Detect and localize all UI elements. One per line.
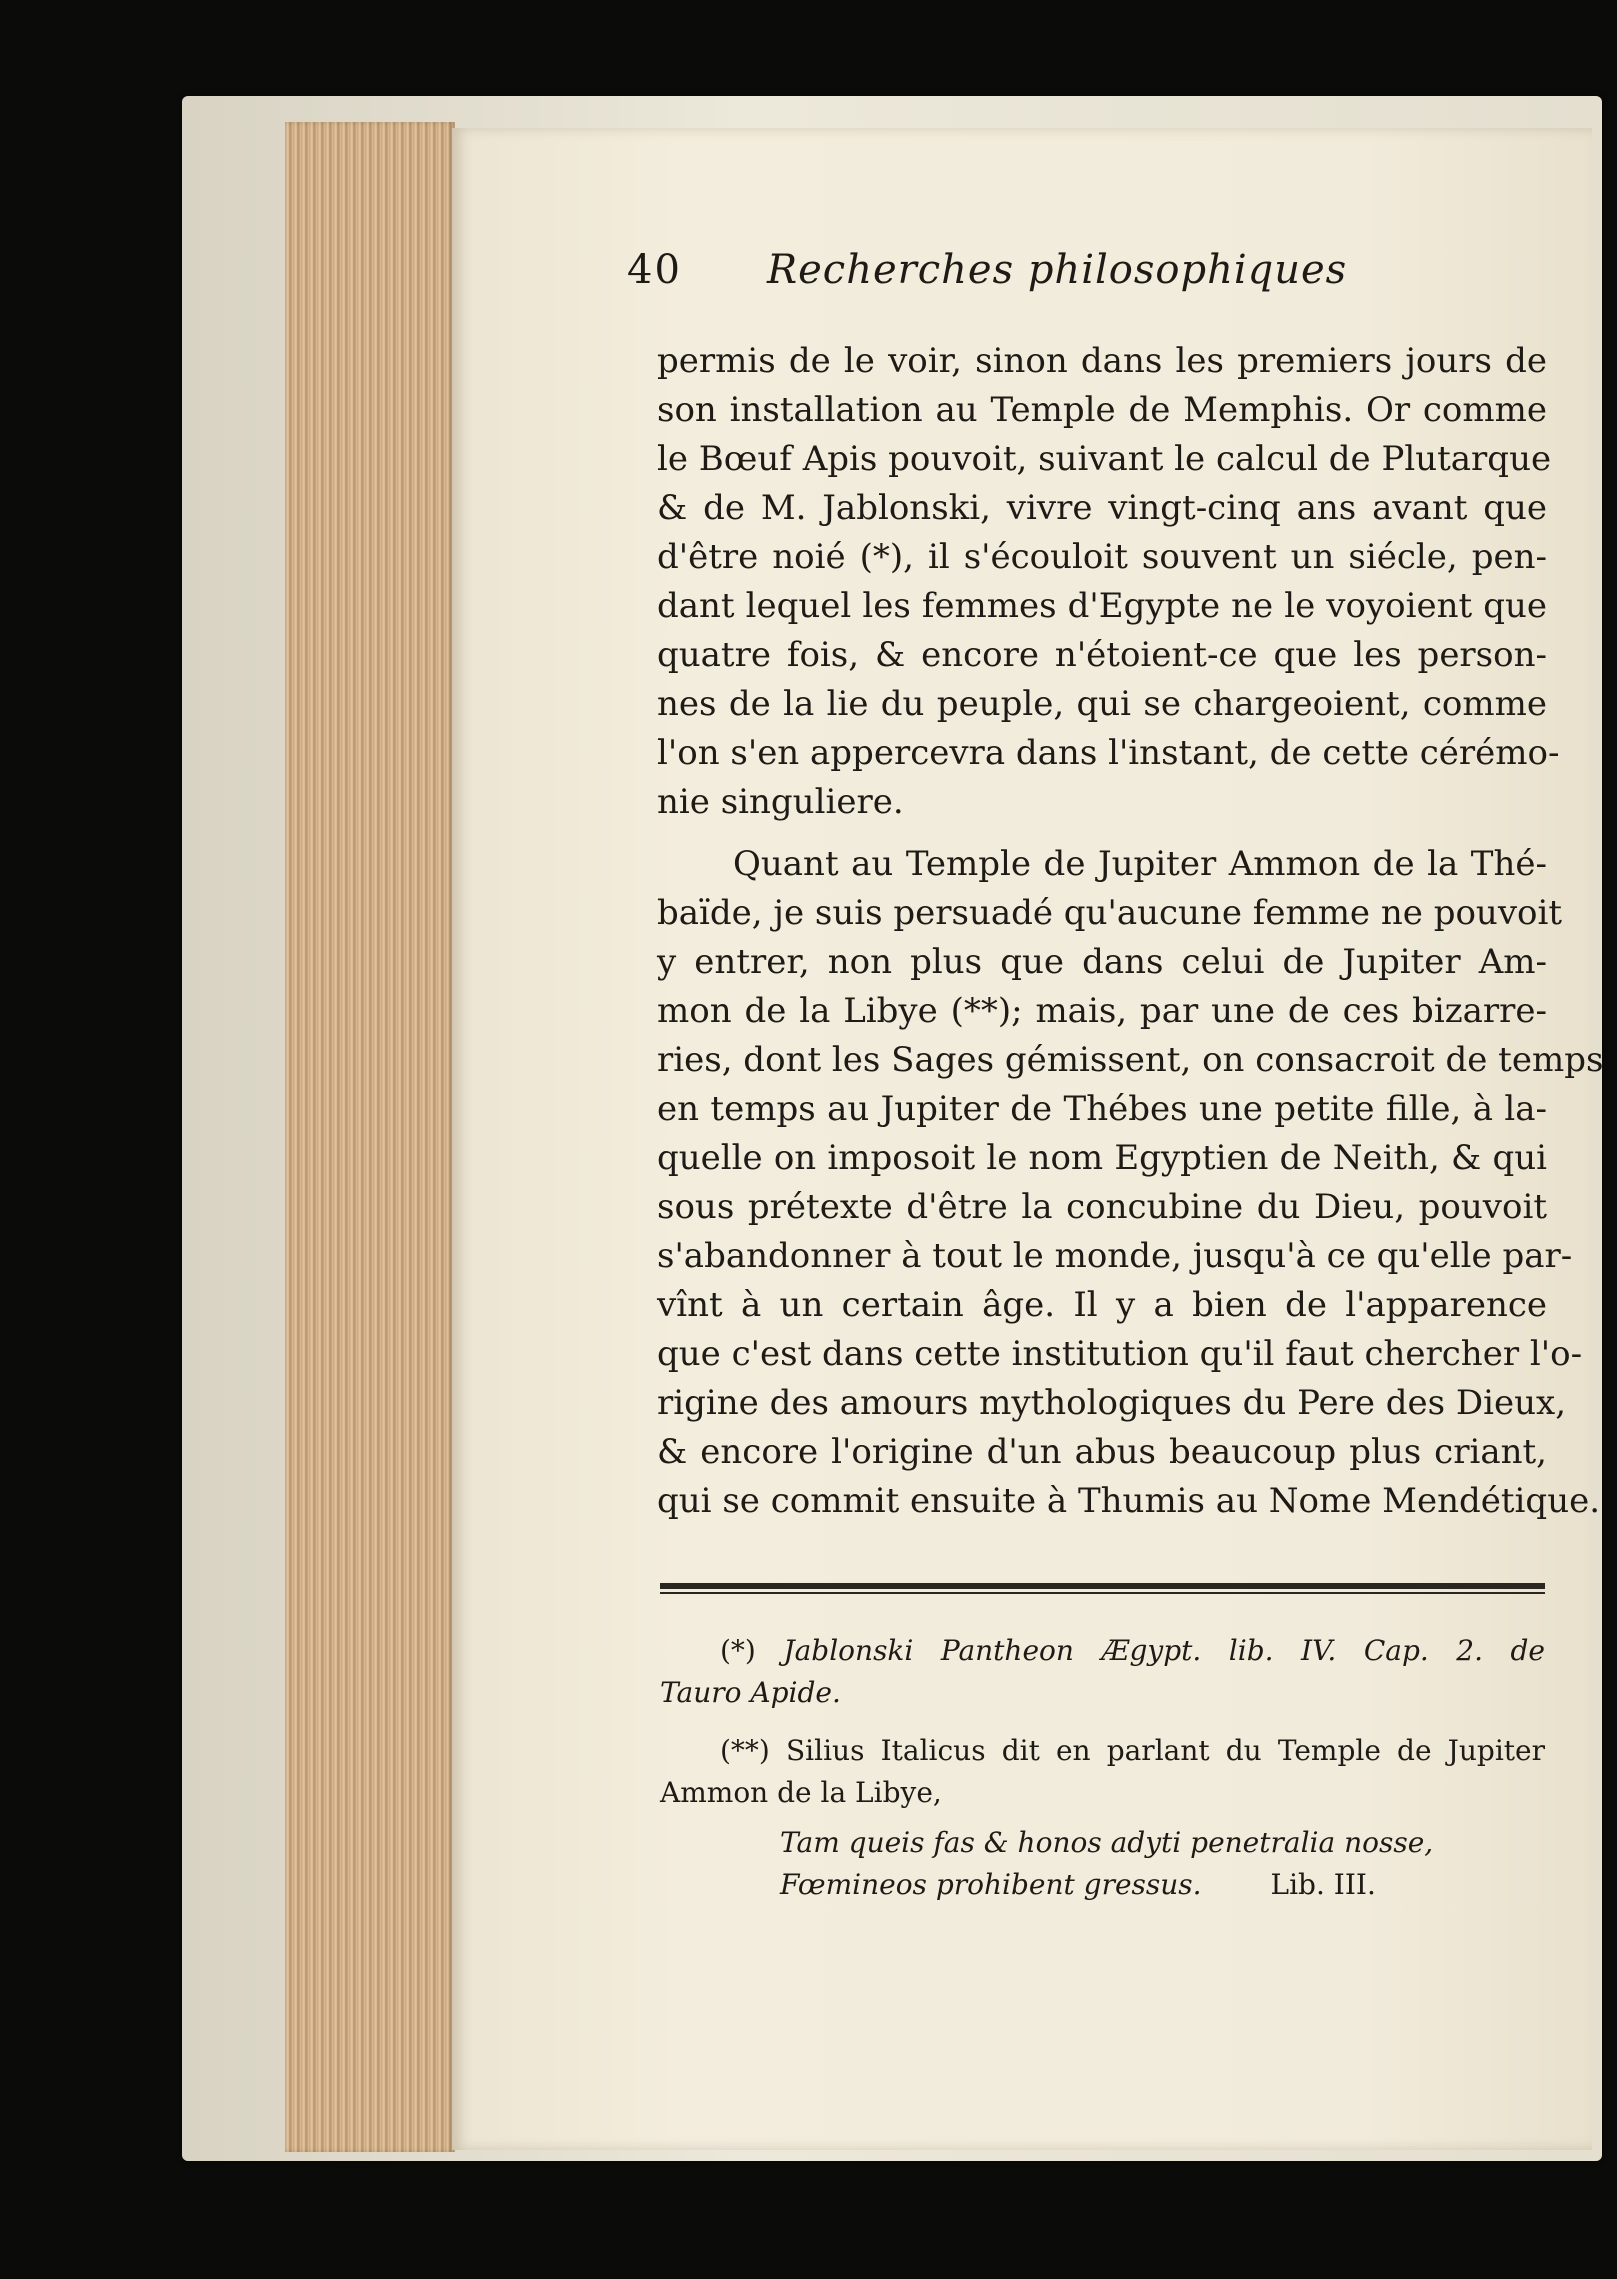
text-line: mon de la Libye (**); mais, par une de ces bizarre- — [657, 991, 1547, 1031]
text-line: en temps au Jupiter de Thébes une petite fille, à la- — [657, 1089, 1547, 1129]
text-line: d'être noié (*), il s'écouloit souvent un siécle, pen- — [657, 537, 1547, 577]
text-line: baïde, je suis persuadé qu'aucune femme ne pouvoit — [657, 893, 1563, 933]
text-line: nes de la lie du peuple, qui se chargeoient, comme — [657, 684, 1547, 724]
running-title: Recherches philosophiques — [767, 247, 1348, 293]
text-line: quatre fois, & encore n'étoient-ce que les person- — [657, 635, 1547, 675]
text-line: sous prétexte d'être la concubine du Dieu, pouvoit — [657, 1187, 1547, 1227]
page-edges — [285, 122, 455, 2152]
verse-line: Tam queis fas & honos adyti penetralia nosse, — [780, 1826, 1434, 1859]
text-line: & encore l'origine d'un abus beaucoup plus criant, — [657, 1432, 1547, 1472]
footnote-mark: (**) — [720, 1734, 770, 1767]
text-line: son installation au Temple de Memphis. Or comme — [657, 390, 1547, 430]
text-line: dant lequel les femmes d'Egypte ne le voyoient que — [657, 586, 1547, 626]
text-line: vînt à un certain âge. Il y a bien de l'apparence — [657, 1285, 1547, 1325]
text-line: y entrer, non plus que dans celui de Jupiter Am- — [657, 942, 1547, 982]
page-header — [627, 247, 1427, 307]
footnote-text: Jablonski Pantheon Ægypt. lib. IV. Cap. 2. de — [783, 1634, 1545, 1667]
text-line: s'abandonner à tout le monde, jusqu'à ce qu'elle par- — [657, 1236, 1573, 1276]
text-line: le Bœuf Apis pouvoit, suivant le calcul de Plutarque — [657, 439, 1552, 479]
footnote-rule — [660, 1583, 1545, 1589]
text-line: nie singuliere. — [657, 782, 904, 822]
text-line: qui se commit ensuite à Thumis au Nome Mendétique. — [657, 1481, 1601, 1521]
text-line: quelle on imposoit le nom Egyptien de Neith, & qui — [657, 1138, 1547, 1178]
text-line: Quant au Temple de Jupiter Ammon de la Thé- — [733, 844, 1547, 884]
footnote-1 — [660, 1630, 1545, 1672]
text-line: l'on s'en appercevra dans l'instant, de cette cérémo- — [657, 733, 1560, 773]
footnote-text: Silius Italicus dit en parlant du Temple de Jupiter — [786, 1734, 1545, 1767]
verse-reference: Lib. III. — [1270, 1868, 1376, 1901]
text-line: rigine des amours mythologiques du Pere des Dieux, — [657, 1383, 1567, 1423]
page-number: 40 — [627, 247, 682, 293]
footnote-2 — [660, 1730, 1545, 1772]
text-line: que c'est dans cette institution qu'il faut chercher l'o- — [657, 1334, 1583, 1374]
footnote-rule-thin — [660, 1592, 1545, 1594]
text-line: permis de le voir, sinon dans les premiers jours de — [657, 341, 1547, 381]
text-line: ries, dont les Sages gémissent, on consacroit de temps — [657, 1040, 1604, 1080]
verse-line — [780, 1864, 1540, 1906]
verse-text: Fœmineos prohibent gressus. — [780, 1868, 1202, 1901]
text-line: & de M. Jablonski, vivre vingt-cinq ans avant que — [657, 488, 1547, 528]
footnote-mark: (*) — [720, 1634, 756, 1667]
footnote-1-cont: Tauro Apide. — [660, 1676, 841, 1709]
footnote-2-cont: Ammon de la Libye, — [660, 1776, 942, 1809]
